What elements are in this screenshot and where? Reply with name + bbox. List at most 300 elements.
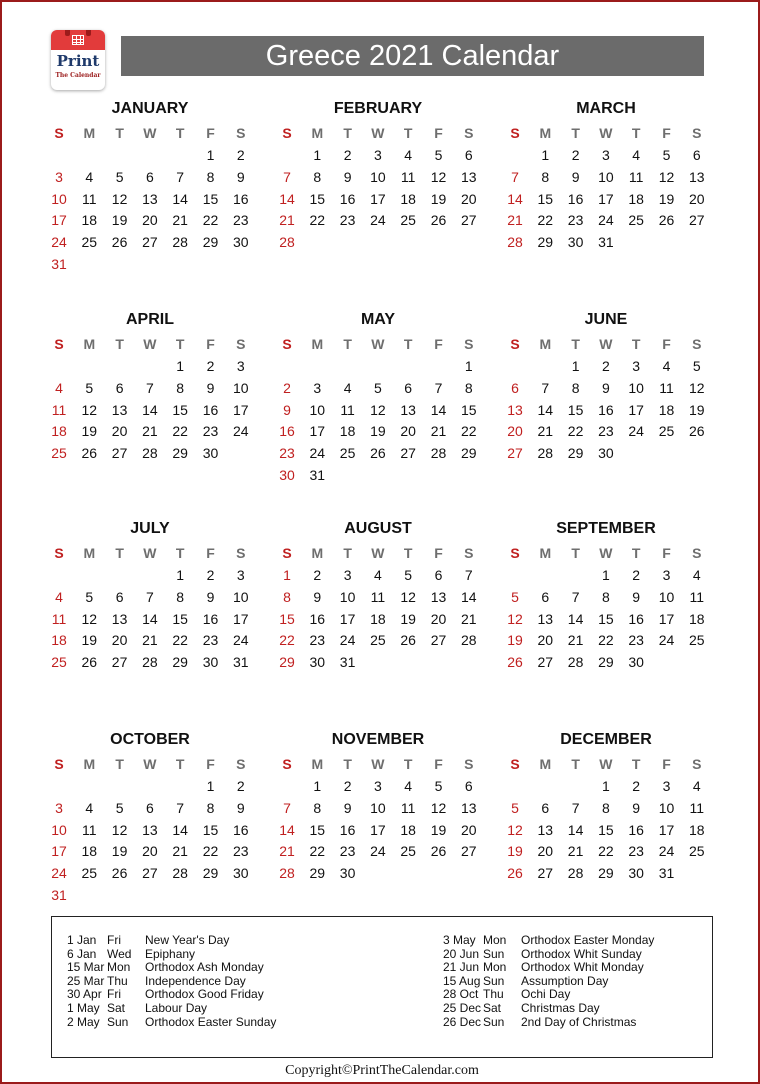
- day-cell[interactable]: 1: [206, 778, 215, 794]
- day-cell[interactable]: 9: [206, 588, 215, 605]
- day-cell[interactable]: 18: [81, 212, 98, 229]
- day-cell[interactable]: 3: [313, 379, 322, 396]
- day-cell[interactable]: 15: [461, 401, 477, 418]
- day-cell[interactable]: 1: [601, 778, 610, 794]
- day-cell[interactable]: 15: [202, 190, 219, 207]
- day-cell[interactable]: 19: [81, 423, 98, 440]
- day-cell-sunday[interactable]: 29: [279, 654, 295, 671]
- day-cell[interactable]: 4: [85, 799, 94, 816]
- day-cell[interactable]: 30: [628, 654, 644, 671]
- day-cell[interactable]: 25: [339, 445, 356, 462]
- day-cell[interactable]: 11: [628, 168, 644, 185]
- day-cell[interactable]: 29: [598, 654, 614, 671]
- day-cell[interactable]: 25: [658, 423, 675, 440]
- day-cell[interactable]: 31: [598, 234, 614, 251]
- day-cell[interactable]: 12: [430, 168, 447, 185]
- day-cell[interactable]: 14: [567, 821, 584, 838]
- day-cell[interactable]: 5: [115, 168, 124, 185]
- day-cell[interactable]: 4: [343, 379, 352, 396]
- day-cell[interactable]: 23: [628, 632, 644, 649]
- day-cell[interactable]: 25: [370, 632, 386, 649]
- day-cell-sunday[interactable]: 28: [279, 234, 295, 251]
- day-cell[interactable]: 26: [81, 654, 98, 671]
- day-cell[interactable]: 21: [172, 843, 188, 860]
- day-cell[interactable]: 17: [233, 401, 249, 418]
- day-cell[interactable]: 31: [233, 654, 249, 671]
- day-cell[interactable]: 17: [339, 610, 356, 627]
- day-cell[interactable]: 24: [658, 632, 675, 649]
- day-cell[interactable]: 27: [537, 654, 554, 671]
- day-cell[interactable]: 15: [172, 401, 188, 418]
- day-cell[interactable]: 24: [370, 843, 386, 860]
- day-cell[interactable]: 16: [598, 401, 614, 418]
- day-cell[interactable]: 7: [434, 379, 443, 396]
- day-cell[interactable]: 27: [689, 212, 705, 229]
- day-cell[interactable]: 7: [464, 567, 473, 583]
- day-cell[interactable]: 21: [567, 632, 584, 649]
- day-cell-sunday[interactable]: 12: [507, 610, 523, 627]
- day-cell[interactable]: 24: [233, 423, 249, 440]
- day-cell[interactable]: 23: [598, 423, 614, 440]
- day-cell[interactable]: 29: [202, 865, 219, 882]
- day-cell[interactable]: 27: [111, 654, 128, 671]
- day-cell[interactable]: 27: [400, 445, 416, 462]
- day-cell[interactable]: 6: [115, 379, 124, 396]
- day-cell[interactable]: 10: [370, 168, 386, 185]
- day-cell[interactable]: 3: [373, 147, 382, 163]
- day-cell[interactable]: 26: [430, 212, 447, 229]
- day-cell[interactable]: 20: [461, 190, 477, 207]
- day-cell[interactable]: 21: [430, 423, 447, 440]
- day-cell-sunday[interactable]: 11: [51, 401, 67, 418]
- day-cell[interactable]: 7: [571, 588, 580, 605]
- day-cell[interactable]: 7: [145, 588, 154, 605]
- day-cell[interactable]: 16: [309, 610, 326, 627]
- day-cell[interactable]: 12: [81, 610, 98, 627]
- day-cell[interactable]: 28: [142, 445, 158, 462]
- day-cell[interactable]: 16: [339, 190, 356, 207]
- day-cell[interactable]: 30: [202, 445, 219, 462]
- day-cell[interactable]: 23: [233, 212, 249, 229]
- day-cell[interactable]: 1: [464, 358, 473, 374]
- day-cell[interactable]: 28: [567, 865, 584, 882]
- day-cell[interactable]: 23: [309, 632, 326, 649]
- day-cell[interactable]: 21: [537, 423, 554, 440]
- day-cell[interactable]: 14: [172, 821, 188, 838]
- day-cell-sunday[interactable]: 13: [507, 401, 523, 418]
- day-cell[interactable]: 28: [172, 865, 188, 882]
- day-cell[interactable]: 2: [632, 778, 641, 794]
- day-cell[interactable]: 20: [537, 843, 554, 860]
- day-cell[interactable]: 11: [659, 379, 674, 396]
- day-cell[interactable]: 9: [343, 168, 352, 185]
- day-cell[interactable]: 27: [142, 234, 158, 251]
- day-cell[interactable]: 13: [142, 821, 158, 838]
- day-cell[interactable]: 15: [309, 190, 326, 207]
- day-cell[interactable]: 10: [628, 379, 644, 396]
- day-cell[interactable]: 22: [309, 212, 326, 229]
- day-cell[interactable]: 24: [658, 843, 675, 860]
- day-cell[interactable]: 13: [537, 821, 554, 838]
- day-cell[interactable]: 20: [111, 423, 128, 440]
- day-cell[interactable]: 19: [430, 821, 447, 838]
- day-cell[interactable]: 8: [206, 799, 215, 816]
- day-cell[interactable]: 8: [206, 168, 215, 185]
- day-cell[interactable]: 11: [340, 401, 355, 418]
- day-cell[interactable]: 26: [81, 445, 98, 462]
- day-cell[interactable]: 25: [628, 212, 644, 229]
- day-cell[interactable]: 8: [313, 799, 322, 816]
- day-cell[interactable]: 14: [430, 401, 447, 418]
- day-cell[interactable]: 26: [658, 212, 675, 229]
- day-cell[interactable]: 1: [313, 147, 322, 163]
- day-cell[interactable]: 18: [689, 821, 705, 838]
- day-cell[interactable]: 2: [343, 778, 352, 794]
- day-cell[interactable]: 22: [598, 632, 614, 649]
- day-cell[interactable]: 29: [537, 234, 554, 251]
- day-cell[interactable]: 8: [464, 379, 473, 396]
- day-cell[interactable]: 28: [430, 445, 447, 462]
- day-cell[interactable]: 13: [537, 610, 554, 627]
- day-cell[interactable]: 26: [689, 423, 705, 440]
- day-cell[interactable]: 1: [601, 567, 610, 583]
- day-cell[interactable]: 12: [111, 821, 128, 838]
- day-cell[interactable]: 4: [662, 358, 671, 374]
- day-cell[interactable]: 24: [233, 632, 249, 649]
- day-cell-sunday[interactable]: 18: [51, 632, 67, 649]
- day-cell[interactable]: 29: [461, 445, 477, 462]
- day-cell[interactable]: 12: [658, 168, 675, 185]
- day-cell-sunday[interactable]: 10: [51, 821, 67, 838]
- day-cell[interactable]: 22: [172, 423, 188, 440]
- day-cell[interactable]: 25: [81, 234, 98, 251]
- day-cell[interactable]: 31: [658, 865, 675, 882]
- day-cell[interactable]: 18: [628, 190, 644, 207]
- day-cell[interactable]: 12: [81, 401, 98, 418]
- day-cell[interactable]: 28: [172, 234, 188, 251]
- day-cell[interactable]: 23: [567, 212, 584, 229]
- day-cell[interactable]: 7: [571, 799, 580, 816]
- day-cell[interactable]: 16: [339, 821, 356, 838]
- day-cell[interactable]: 6: [115, 588, 124, 605]
- day-cell-sunday[interactable]: 19: [507, 843, 523, 860]
- day-cell[interactable]: 14: [142, 610, 158, 627]
- day-cell[interactable]: 10: [339, 588, 356, 605]
- day-cell-sunday[interactable]: 14: [279, 190, 295, 207]
- day-cell[interactable]: 8: [176, 379, 185, 396]
- day-cell[interactable]: 3: [373, 778, 382, 794]
- day-cell[interactable]: 3: [601, 147, 610, 163]
- day-cell[interactable]: 25: [400, 212, 416, 229]
- day-cell-sunday[interactable]: 28: [279, 865, 295, 882]
- day-cell[interactable]: 13: [111, 401, 128, 418]
- day-cell[interactable]: 5: [85, 588, 94, 605]
- day-cell[interactable]: 9: [236, 168, 245, 185]
- day-cell[interactable]: 18: [400, 190, 416, 207]
- day-cell-sunday[interactable]: 23: [279, 445, 295, 462]
- day-cell[interactable]: 18: [689, 610, 705, 627]
- day-cell-sunday[interactable]: 28: [507, 234, 523, 251]
- day-cell-sunday[interactable]: 17: [51, 212, 67, 229]
- day-cell[interactable]: 17: [658, 821, 675, 838]
- day-cell[interactable]: 13: [111, 610, 128, 627]
- day-cell[interactable]: 19: [430, 190, 447, 207]
- day-cell[interactable]: 12: [400, 588, 416, 605]
- day-cell[interactable]: 10: [309, 401, 326, 418]
- day-cell[interactable]: 10: [233, 588, 249, 605]
- day-cell[interactable]: 25: [400, 843, 416, 860]
- day-cell[interactable]: 15: [598, 610, 614, 627]
- day-cell[interactable]: 20: [111, 632, 128, 649]
- day-cell[interactable]: 15: [567, 401, 584, 418]
- day-cell[interactable]: 17: [658, 610, 675, 627]
- day-cell[interactable]: 24: [628, 423, 644, 440]
- day-cell[interactable]: 4: [632, 147, 641, 163]
- day-cell[interactable]: 6: [434, 567, 443, 583]
- day-cell[interactable]: 19: [400, 610, 416, 627]
- day-cell[interactable]: 30: [233, 865, 249, 882]
- day-cell-sunday[interactable]: 15: [279, 610, 295, 627]
- day-cell[interactable]: 20: [142, 212, 158, 229]
- day-cell[interactable]: 16: [628, 821, 644, 838]
- day-cell[interactable]: 25: [689, 843, 705, 860]
- day-cell[interactable]: 18: [400, 821, 416, 838]
- day-cell-sunday[interactable]: 10: [51, 190, 67, 207]
- day-cell[interactable]: 5: [434, 778, 443, 794]
- day-cell[interactable]: 16: [628, 610, 644, 627]
- day-cell[interactable]: 2: [236, 147, 245, 163]
- day-cell[interactable]: 10: [658, 799, 675, 816]
- day-cell[interactable]: 22: [537, 212, 554, 229]
- day-cell[interactable]: 1: [571, 358, 580, 374]
- print-the-calendar-logo[interactable]: [51, 30, 105, 90]
- day-cell[interactable]: 2: [632, 567, 641, 583]
- day-cell-sunday[interactable]: 7: [511, 168, 519, 185]
- day-cell[interactable]: 14: [537, 401, 554, 418]
- day-cell[interactable]: 5: [692, 358, 701, 374]
- day-cell[interactable]: 1: [176, 567, 185, 583]
- day-cell[interactable]: 4: [373, 567, 382, 583]
- day-cell[interactable]: 23: [202, 423, 219, 440]
- day-cell-sunday[interactable]: 31: [51, 256, 67, 272]
- day-cell[interactable]: 31: [309, 467, 326, 483]
- day-cell-sunday[interactable]: 31: [51, 887, 67, 903]
- day-cell[interactable]: 5: [434, 147, 443, 163]
- day-cell-sunday[interactable]: 5: [511, 588, 519, 605]
- day-cell-sunday[interactable]: 3: [55, 168, 63, 185]
- day-cell[interactable]: 8: [571, 379, 580, 396]
- day-cell[interactable]: 27: [142, 865, 158, 882]
- day-cell[interactable]: 6: [464, 778, 473, 794]
- day-cell-sunday[interactable]: 1: [283, 567, 291, 583]
- day-cell[interactable]: 4: [85, 168, 94, 185]
- day-cell[interactable]: 9: [632, 588, 641, 605]
- day-cell[interactable]: 1: [176, 358, 185, 374]
- day-cell[interactable]: 13: [430, 588, 447, 605]
- day-cell[interactable]: 29: [598, 865, 614, 882]
- day-cell[interactable]: 9: [343, 799, 352, 816]
- day-cell-sunday[interactable]: 19: [507, 632, 523, 649]
- day-cell-sunday[interactable]: 6: [511, 379, 519, 396]
- day-cell[interactable]: 21: [461, 610, 477, 627]
- day-cell[interactable]: 4: [404, 147, 413, 163]
- day-cell[interactable]: 12: [370, 401, 386, 418]
- copyright-footer[interactable]: Copyright©PrintTheCalendar.com: [285, 1063, 479, 1078]
- day-cell[interactable]: 3: [236, 567, 245, 583]
- day-cell[interactable]: 17: [370, 821, 386, 838]
- day-cell[interactable]: 9: [313, 588, 322, 605]
- day-cell[interactable]: 28: [567, 654, 584, 671]
- day-cell[interactable]: 8: [313, 168, 322, 185]
- day-cell[interactable]: 29: [309, 865, 326, 882]
- day-cell[interactable]: 22: [461, 423, 477, 440]
- day-cell[interactable]: 2: [206, 358, 215, 374]
- day-cell[interactable]: 7: [541, 379, 550, 396]
- day-cell[interactable]: 16: [233, 821, 249, 838]
- day-cell[interactable]: 9: [632, 799, 641, 816]
- day-cell-sunday[interactable]: 21: [279, 212, 295, 229]
- day-cell[interactable]: 1: [313, 778, 322, 794]
- day-cell[interactable]: 23: [339, 843, 356, 860]
- day-cell[interactable]: 6: [541, 588, 550, 605]
- day-cell[interactable]: 27: [537, 865, 554, 882]
- day-cell[interactable]: 2: [343, 147, 352, 163]
- day-cell[interactable]: 16: [202, 610, 219, 627]
- day-cell[interactable]: 15: [598, 821, 614, 838]
- day-cell[interactable]: 3: [662, 778, 671, 794]
- day-cell[interactable]: 31: [339, 654, 356, 671]
- day-cell[interactable]: 30: [628, 865, 644, 882]
- day-cell-sunday[interactable]: 11: [51, 610, 67, 627]
- day-cell[interactable]: 12: [111, 190, 128, 207]
- day-cell[interactable]: 22: [202, 843, 219, 860]
- day-cell[interactable]: 28: [537, 445, 554, 462]
- day-cell[interactable]: 10: [233, 379, 249, 396]
- day-cell[interactable]: 15: [537, 190, 554, 207]
- day-cell-sunday[interactable]: 9: [283, 401, 291, 418]
- day-cell[interactable]: 20: [430, 610, 447, 627]
- day-cell[interactable]: 30: [309, 654, 326, 671]
- day-cell-sunday[interactable]: 14: [507, 190, 523, 207]
- day-cell[interactable]: 11: [400, 799, 416, 816]
- day-cell[interactable]: 12: [430, 799, 447, 816]
- day-cell[interactable]: 29: [172, 445, 188, 462]
- day-cell[interactable]: 22: [567, 423, 584, 440]
- day-cell[interactable]: 21: [142, 423, 158, 440]
- day-cell-sunday[interactable]: 20: [507, 423, 523, 440]
- day-cell[interactable]: 1: [206, 147, 215, 163]
- day-cell[interactable]: 5: [373, 379, 382, 396]
- day-cell[interactable]: 20: [689, 190, 705, 207]
- day-cell[interactable]: 11: [689, 588, 705, 605]
- day-cell-sunday[interactable]: 4: [55, 588, 63, 605]
- day-cell[interactable]: 2: [313, 567, 322, 583]
- day-cell[interactable]: 6: [145, 799, 154, 816]
- day-cell[interactable]: 6: [692, 147, 701, 163]
- day-cell[interactable]: 22: [309, 843, 326, 860]
- day-cell[interactable]: 26: [400, 632, 416, 649]
- day-cell-sunday[interactable]: 26: [507, 865, 523, 882]
- day-cell[interactable]: 24: [598, 212, 614, 229]
- day-cell[interactable]: 8: [601, 588, 610, 605]
- day-cell-sunday[interactable]: 24: [51, 865, 67, 882]
- day-cell[interactable]: 19: [111, 212, 128, 229]
- day-cell-sunday[interactable]: 7: [283, 799, 291, 816]
- day-cell[interactable]: 11: [400, 168, 416, 185]
- day-cell[interactable]: 25: [81, 865, 98, 882]
- day-cell-sunday[interactable]: 4: [55, 379, 63, 396]
- day-cell[interactable]: 19: [658, 190, 675, 207]
- day-cell[interactable]: 4: [692, 778, 701, 794]
- day-cell[interactable]: 20: [400, 423, 416, 440]
- day-cell[interactable]: 15: [172, 610, 188, 627]
- day-cell-sunday[interactable]: 27: [507, 445, 523, 462]
- day-cell[interactable]: 17: [309, 423, 326, 440]
- day-cell[interactable]: 11: [370, 588, 386, 605]
- day-cell[interactable]: 19: [111, 843, 128, 860]
- day-cell[interactable]: 27: [111, 445, 128, 462]
- day-cell-sunday[interactable]: 5: [511, 799, 519, 816]
- day-cell[interactable]: 2: [571, 147, 580, 163]
- day-cell[interactable]: 1: [541, 147, 550, 163]
- day-cell[interactable]: 7: [176, 168, 185, 185]
- day-cell[interactable]: 8: [176, 588, 185, 605]
- day-cell[interactable]: 13: [142, 190, 158, 207]
- day-cell[interactable]: 18: [339, 423, 356, 440]
- day-cell-sunday[interactable]: 14: [279, 821, 295, 838]
- day-cell[interactable]: 18: [658, 401, 675, 418]
- day-cell-sunday[interactable]: 25: [51, 654, 67, 671]
- day-cell[interactable]: 10: [598, 168, 614, 185]
- day-cell[interactable]: 13: [461, 168, 477, 185]
- day-cell[interactable]: 18: [370, 610, 386, 627]
- day-cell-sunday[interactable]: 21: [279, 843, 295, 860]
- day-cell[interactable]: 19: [370, 423, 386, 440]
- day-cell[interactable]: 21: [142, 632, 158, 649]
- day-cell[interactable]: 9: [601, 379, 610, 396]
- day-cell[interactable]: 27: [430, 632, 447, 649]
- day-cell[interactable]: 22: [202, 212, 219, 229]
- day-cell-sunday[interactable]: 22: [279, 632, 295, 649]
- day-cell[interactable]: 14: [461, 588, 477, 605]
- day-cell[interactable]: 17: [628, 401, 644, 418]
- day-cell[interactable]: 16: [233, 190, 249, 207]
- day-cell[interactable]: 23: [233, 843, 249, 860]
- day-cell[interactable]: 8: [541, 168, 550, 185]
- day-cell[interactable]: 2: [601, 358, 610, 374]
- day-cell[interactable]: 30: [567, 234, 584, 251]
- day-cell-sunday[interactable]: 30: [279, 467, 295, 483]
- day-cell[interactable]: 16: [567, 190, 584, 207]
- day-cell[interactable]: 30: [339, 865, 356, 882]
- day-cell[interactable]: 27: [461, 212, 477, 229]
- day-cell-sunday[interactable]: 26: [507, 654, 523, 671]
- day-cell[interactable]: 24: [309, 445, 326, 462]
- day-cell[interactable]: 7: [145, 379, 154, 396]
- day-cell[interactable]: 9: [236, 799, 245, 816]
- day-cell-sunday[interactable]: 17: [51, 843, 67, 860]
- day-cell[interactable]: 28: [142, 654, 158, 671]
- day-cell[interactable]: 30: [598, 445, 614, 462]
- day-cell[interactable]: 14: [567, 610, 584, 627]
- day-cell[interactable]: 5: [404, 567, 413, 583]
- day-cell-sunday[interactable]: 12: [507, 821, 523, 838]
- day-cell[interactable]: 5: [662, 147, 671, 163]
- day-cell-sunday[interactable]: 21: [507, 212, 523, 229]
- day-cell[interactable]: 8: [601, 799, 610, 816]
- day-cell[interactable]: 26: [430, 843, 447, 860]
- day-cell[interactable]: 9: [571, 168, 580, 185]
